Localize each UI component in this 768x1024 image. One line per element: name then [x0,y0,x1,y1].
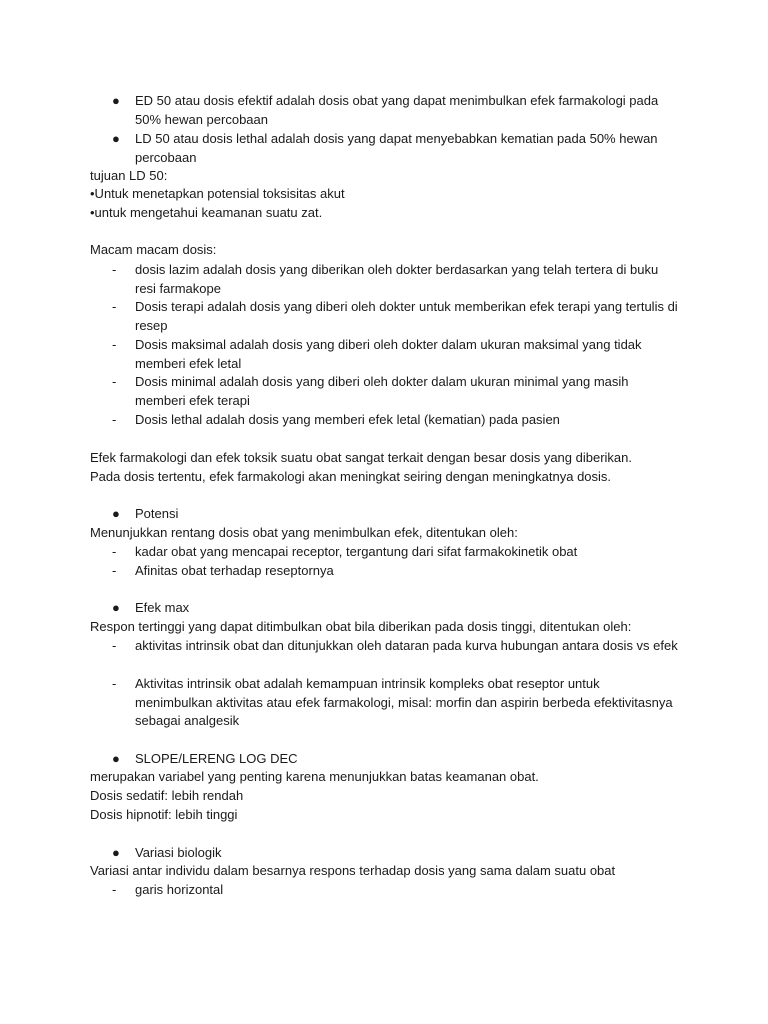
bullet-marker: ● [112,600,120,615]
list-item-text: Aktivitas intrinsik obat adalah kemampuan intrinsik kompleks obat reseptor untuk menimbulkan aktivitas atau efek farmakologi, misal: morfin dan aspirin berbeda efektivitasnya sebagai analgesik [135,676,673,729]
section-heading: tujuan LD 50: [90,168,168,183]
list-item-text: Afinitas obat terhadap reseptornya [135,563,334,578]
bullet-marker: ● [112,506,120,521]
bullet-marker: ● [112,131,120,146]
dash-marker: - [112,262,117,277]
paragraph-line: •Untuk menetapkan potensial toksisitas akut [90,186,345,201]
list-item-text: kadar obat yang mencapai receptor, tergantung dari sifat farmakokinetik obat [135,544,578,559]
section-title: Variasi biologik [135,845,222,860]
section-heading: Macam macam dosis: [90,242,217,257]
bullet-marker: ● [112,845,120,860]
list-item-text: ED 50 atau dosis efektif adalah dosis obat yang dapat menimbulkan efek farmakologi pada 50% hewan percobaan [135,93,659,127]
dash-marker: - [112,337,117,352]
paragraph-line: Pada dosis tertentu, efek farmakologi akan meningkat seiring dengan meningkatnya dosis. [90,469,612,484]
paragraph-line: Variasi antar individu dalam besarnya respons terhadap dosis yang sama dalam suatu obat [90,863,616,878]
dash-marker: - [112,374,117,389]
paragraph-line: Dosis hipnotif: lebih tinggi [90,807,238,822]
list-item-text: LD 50 atau dosis lethal adalah dosis yang dapat menyebabkan kematian pada 50% hewan percobaan [135,131,658,165]
dash-marker: - [112,563,117,578]
dash-marker: - [112,882,117,897]
list-item-text: Dosis lethal adalah dosis yang memberi efek letal (kematian) pada pasien [135,412,560,427]
bullet-marker: ● [112,751,120,766]
list-item-text: garis horizontal [135,882,224,897]
paragraph-line: Respon tertinggi yang dapat ditimbulkan obat bila diberikan pada dosis tinggi, ditentukan oleh: [90,619,632,634]
dash-marker: - [112,638,117,653]
paragraph-line: •untuk mengetahui keamanan suatu zat. [90,205,323,220]
section-title: SLOPE/LERENG LOG DEC [135,751,298,766]
bullet-marker: ● [112,93,120,108]
list-item-text: Dosis maksimal adalah dosis yang diberi oleh dokter dalam ukuran maksimal yang tidak memberi efek letal [135,337,642,371]
list-item-text: aktivitas intrinsik obat dan ditunjukkan oleh dataran pada kurva hubungan antara dosis vs efek [135,638,678,653]
paragraph-line: Dosis sedatif: lebih rendah [90,788,244,803]
paragraph-line: merupakan variabel yang penting karena menunjukkan batas keamanan obat. [90,769,539,784]
list-item-text: Dosis minimal adalah dosis yang diberi oleh dokter dalam ukuran minimal yang masih memberi efek terapi [135,374,629,408]
paragraph-line: Efek farmakologi dan efek toksik suatu obat sangat terkait dengan besar dosis yang diberikan. [90,450,632,465]
section-title: Efek max [135,600,190,615]
list-item-text: Dosis terapi adalah dosis yang diberi oleh dokter untuk memberikan efek terapi yang tertulis di resep [135,299,678,333]
paragraph-line: Menunjukkan rentang dosis obat yang menimbulkan efek, ditentukan oleh: [90,525,518,540]
dash-marker: - [112,544,117,559]
section-title: Potensi [135,506,179,521]
list-item-text: dosis lazim adalah dosis yang diberikan oleh dokter berdasarkan yang telah tertera di buku resi farmakope [135,262,659,296]
dash-marker: - [112,676,117,691]
dash-marker: - [112,412,117,427]
dash-marker: - [112,299,117,314]
